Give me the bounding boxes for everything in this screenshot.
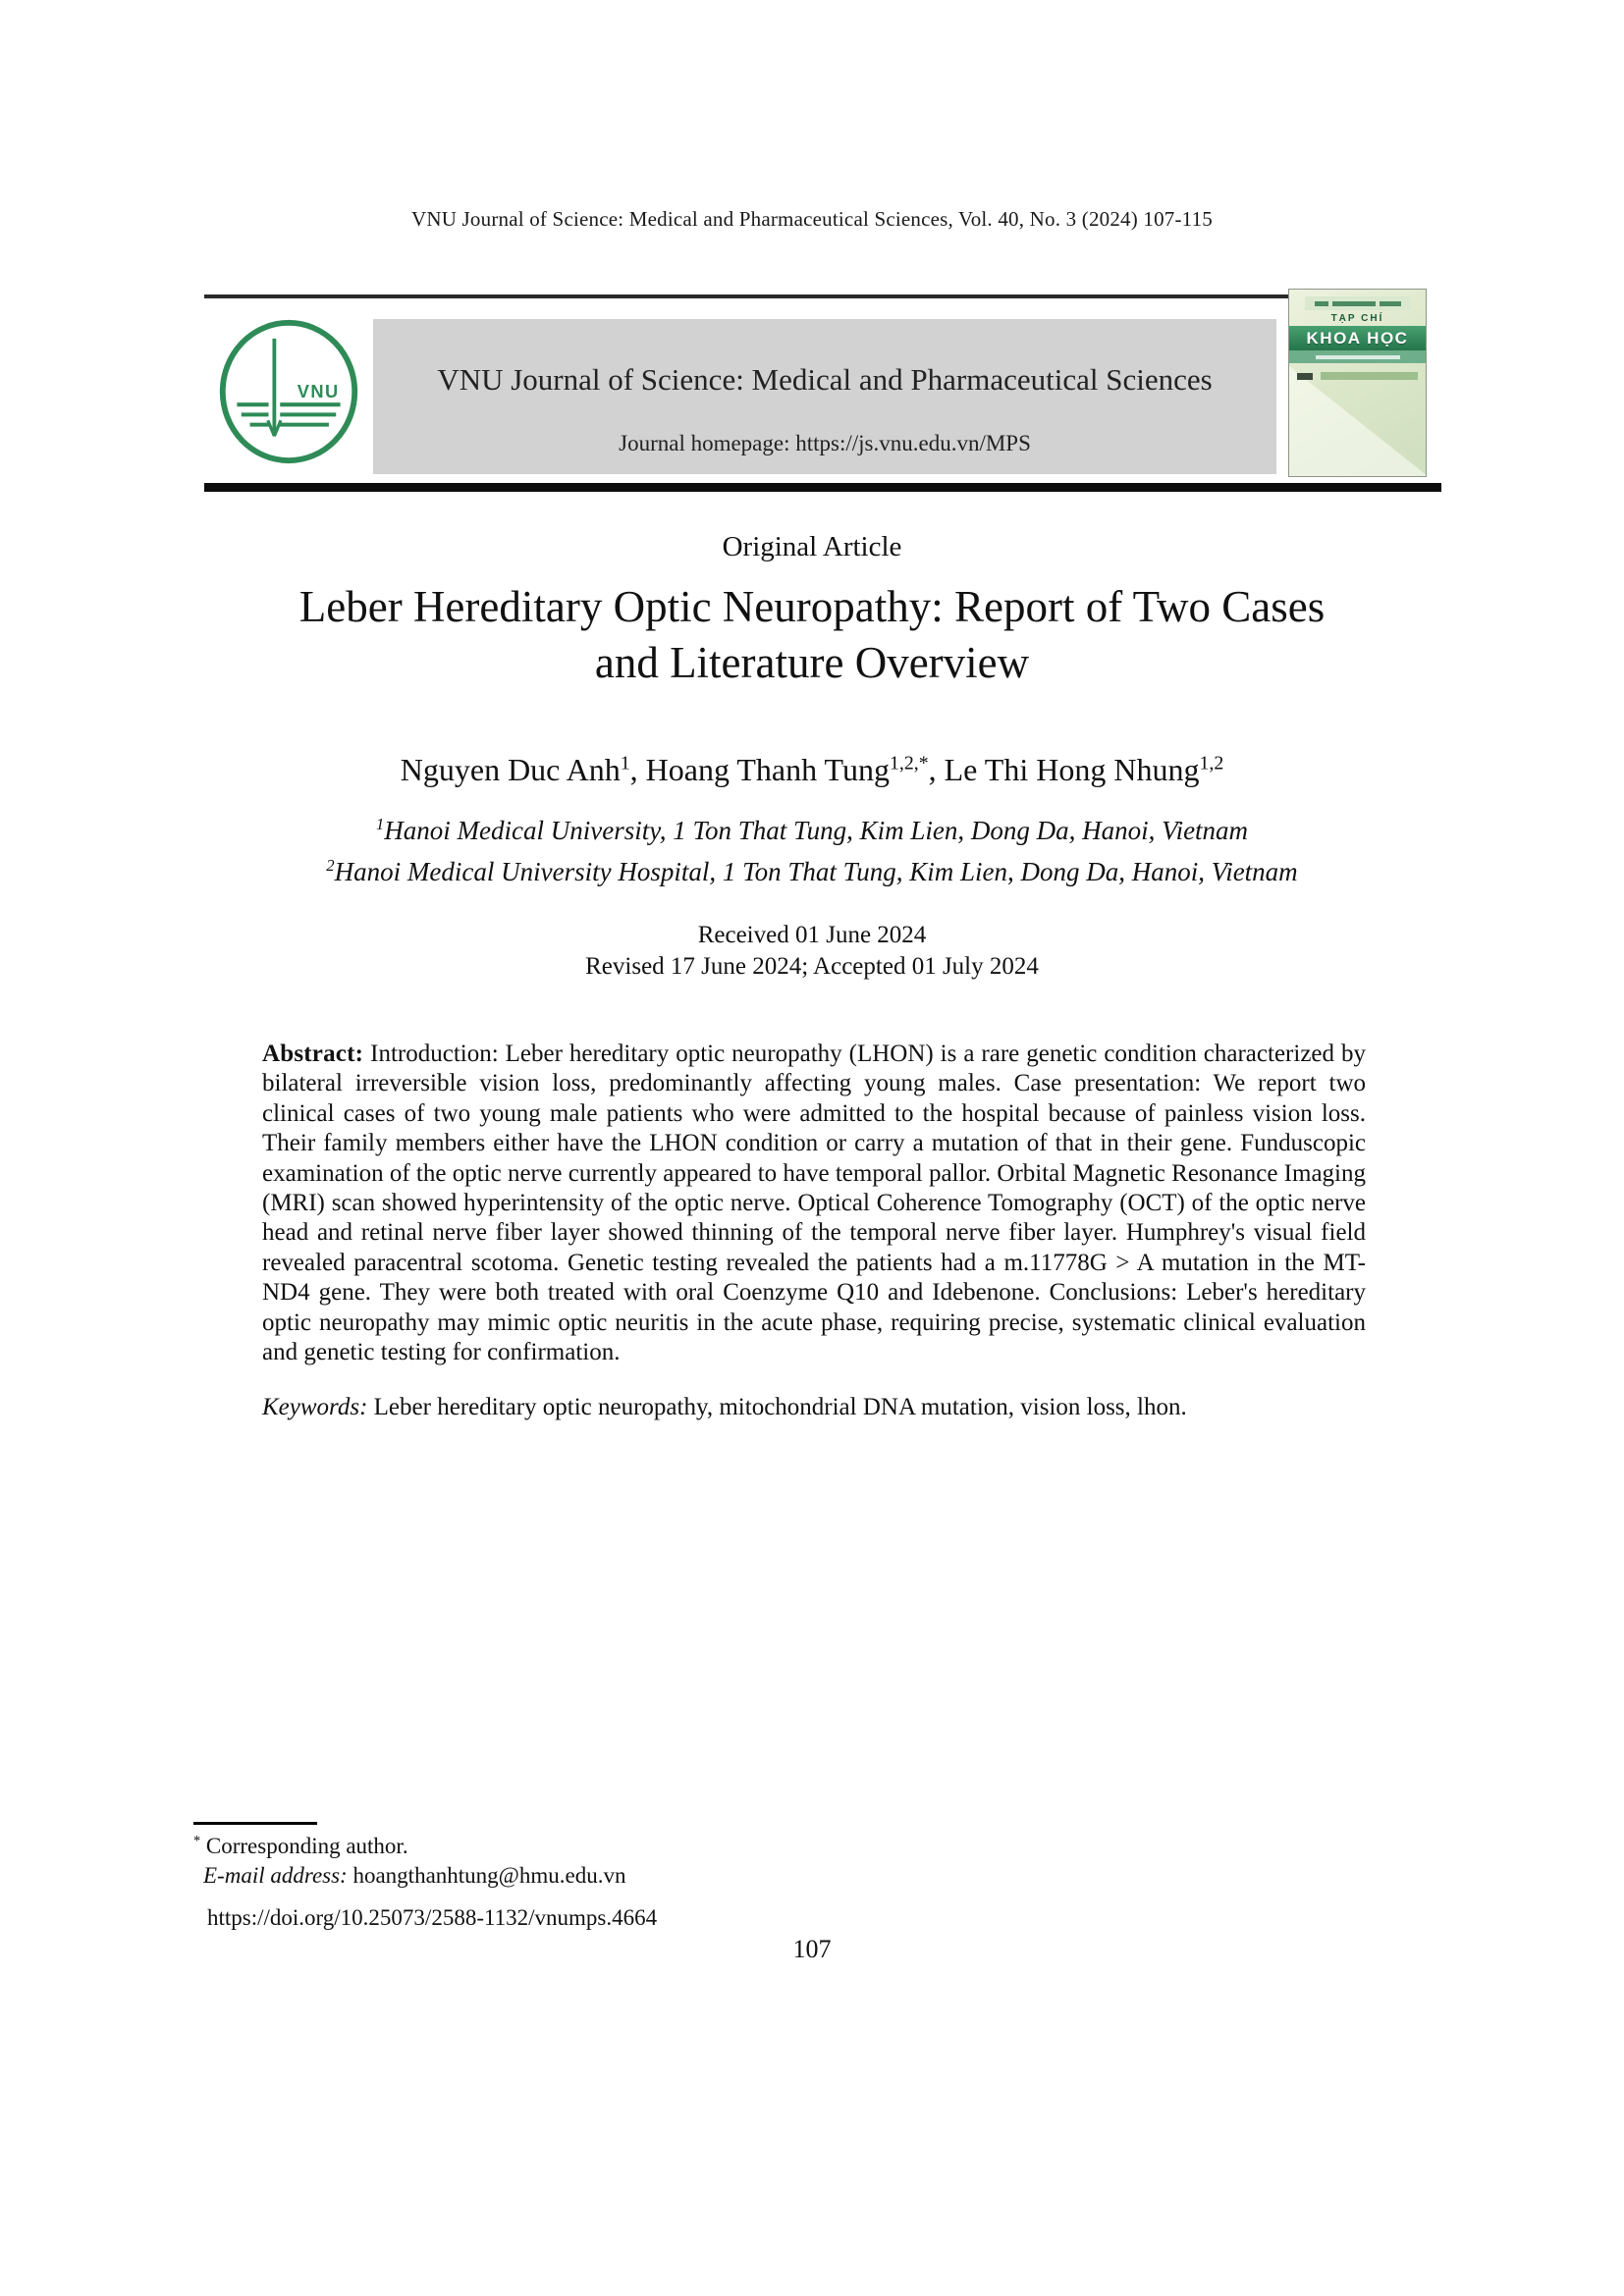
cover-subtitle-band: [1289, 350, 1426, 363]
banner-bottom-rule: [204, 483, 1441, 492]
footnote: [193, 1832, 625, 1891]
author: [401, 752, 646, 787]
author: [646, 752, 945, 787]
journal-cover-thumbnail: [1288, 289, 1427, 477]
affiliation-sup: 2: [326, 856, 335, 875]
email-address-link[interactable]: hoangthanhtung@hmu.edu.vn: [347, 1863, 626, 1888]
corresponding-author-note: [193, 1832, 625, 1861]
affiliation-1: [0, 810, 1624, 851]
cover-rule-bar: [1321, 372, 1418, 380]
homepage-url-link[interactable]: https://js.vnu.edu.vn/MPS: [795, 431, 1031, 455]
affiliation-text: Hanoi Medical University Hospital, 1 Ton That Tung, Kim Lien, Dong Da, Hanoi, Vietnam: [334, 857, 1298, 886]
keywords: [262, 1393, 1366, 1422]
journal-masthead: [373, 319, 1276, 474]
author-name: Le Thi Hong Nhung: [944, 752, 1200, 787]
keywords-text: Leber hereditary optic neuropathy, mitochondrial DNA mutation, vision loss, lhon.: [367, 1394, 1187, 1421]
footnote-rule: [193, 1822, 317, 1825]
author-affil-sup: 1: [620, 752, 630, 774]
cover-issue-row: [1297, 372, 1418, 380]
article-type-label: Original Article: [722, 531, 902, 562]
author-separator: ,: [629, 752, 646, 787]
affiliation-2: [0, 851, 1624, 892]
cover-subtitle-bar: [1316, 355, 1400, 359]
journal-homepage-line: [619, 431, 1031, 456]
journal-title: VNU Journal of Science: Medical and Pharmaceutical Sciences: [437, 362, 1213, 397]
keywords-label: Keywords:: [262, 1394, 368, 1421]
affiliation-sup: 1: [375, 815, 385, 833]
abstract-text: Introduction: Leber hereditary optic neuropathy (LHON) is a rare genetic condition characterized by bilateral irreversible vision loss, predominantly affecting young males. Case presentation: We report two clinical cases of two young male patients who were admitted to the hospital because of painless vision loss. Their family members either have the LHON condition or carry a mutation of that in their gene. Funduscopic examination of the optic nerve currently appeared to have temporal pallor. Orbital Magnetic Resonance Imaging (MRI) scan showed hyperintensity of the optic nerve. Optical Coherence Tomography (OCT) of the optic nerve head and retinal nerve fiber layer showed thinning of the temporal nerve fiber layer. Humphrey's visual field revealed paracentral scotoma. Genetic testing revealed the patients had a m.11778G > A mutation in the MT-ND4 gene. They were both treated with oral Coenzyme Q10 and Idebenone. Conclusions: Leber's hereditary optic neuropathy may mimic optic neuritis in the acute phase, requiring precise, systematic clinical evaluation and genetic testing for confirmation.: [262, 1041, 1366, 1366]
journal-banner: [204, 294, 1441, 492]
cover-masthead-main: KHOA HỌC: [1289, 326, 1426, 350]
author-name: Nguyen Duc Anh: [400, 752, 621, 787]
abstract: [262, 1040, 1366, 1367]
article-title-line2: and Literature Overview: [594, 638, 1030, 687]
revised-accepted-date: Revised 17 June 2024; Accepted 01 July 2024: [585, 953, 1039, 980]
cover-issue-mark: [1297, 373, 1313, 380]
history-dates: [0, 920, 1624, 983]
author-affil-sup: 1,2: [1199, 752, 1224, 774]
abstract-label: Abstract:: [262, 1041, 364, 1067]
author-name: Hoang Thanh Tung: [645, 752, 890, 787]
asterisk-symbol: *: [193, 1833, 201, 1849]
cover-masthead-small: TẠP CHÍ: [1330, 313, 1384, 324]
email-label: E-mail address:: [203, 1863, 348, 1888]
cover-publisher-strip: [1305, 296, 1411, 310]
email-row: [193, 1861, 625, 1891]
affiliation-text: Hanoi Medical University, 1 Ton That Tung, Kim Lien, Dong Da, Hanoi, Vietnam: [384, 816, 1249, 845]
corresponding-author-text: Corresponding author.: [200, 1834, 408, 1858]
page-number: 107: [792, 1935, 832, 1963]
doi-link[interactable]: https://doi.org/10.25073/2588-1132/vnumps.4664: [207, 1905, 658, 1930]
author: [945, 752, 1224, 787]
cover-logo-mark: [1315, 301, 1328, 306]
vnu-logo-text: VNU: [297, 380, 340, 401]
cover-logo-mark: [1332, 301, 1376, 306]
vnu-logo-icon: [216, 317, 361, 466]
affiliations: [0, 810, 1624, 892]
vnu-logo: [204, 312, 373, 471]
article-title: [0, 579, 1624, 691]
running-head: VNU Journal of Science: Medical and Pharmaceutical Sciences, Vol. 40, No. 3 (2024) 107-115: [411, 207, 1213, 231]
banner-top-rule: [204, 294, 1290, 298]
received-date: Received 01 June 2024: [697, 922, 927, 948]
author-affil-sup: 1,2,*: [889, 752, 929, 774]
cover-diagonal-shape: [1289, 366, 1427, 476]
homepage-label: Journal homepage:: [619, 431, 796, 455]
author-separator: ,: [928, 752, 945, 787]
cover-logo-mark: [1380, 301, 1401, 306]
article-title-line1: Leber Hereditary Optic Neuropathy: Report of Two Cases: [298, 582, 1326, 631]
authors-line: [0, 752, 1624, 788]
